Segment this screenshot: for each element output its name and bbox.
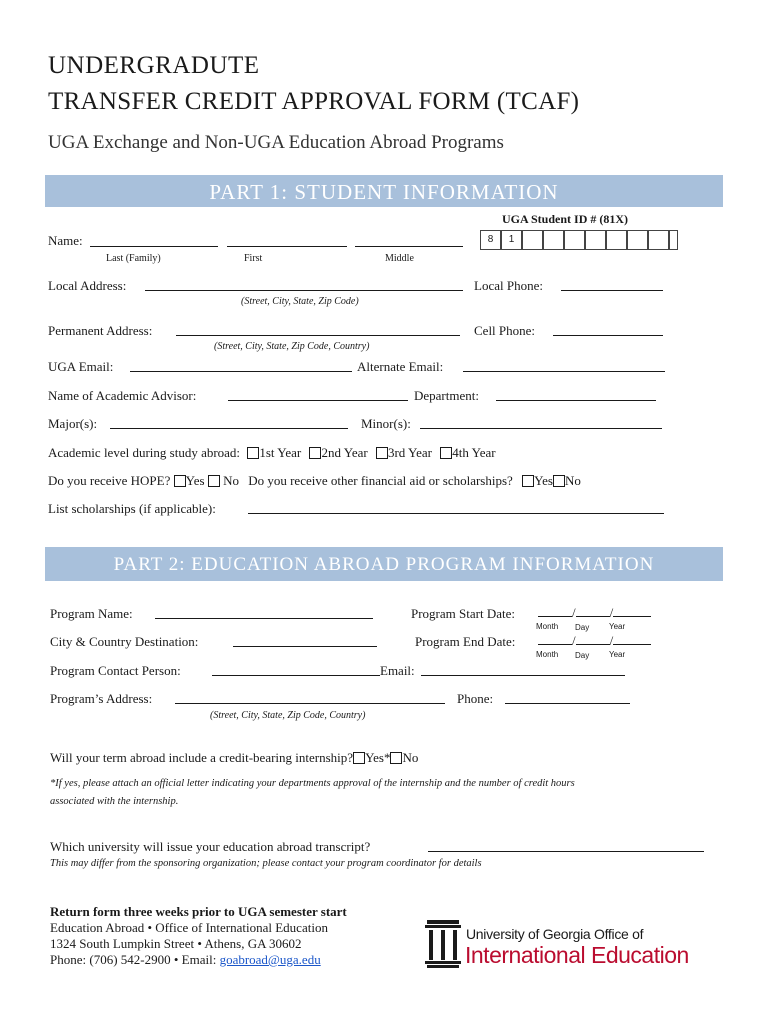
end-date-day-caption: Day (575, 651, 590, 660)
minors-field[interactable] (420, 428, 662, 429)
program-phone-field[interactable] (505, 703, 630, 704)
middle-name-field[interactable] (355, 246, 463, 247)
alternate-email-field[interactable] (463, 371, 665, 372)
minors-label: Minor(s): (361, 416, 411, 431)
student-id-digit[interactable]: 8 (480, 230, 501, 250)
hope-no-label: No (223, 473, 239, 488)
program-address-label: Program’s Address: (50, 691, 153, 706)
last-name-field[interactable] (90, 246, 218, 247)
first-name-caption: First (244, 253, 263, 264)
internship-no-label: No (402, 750, 419, 765)
office-line: Education Abroad • Office of International Education (50, 920, 328, 935)
advisor-label: Name of Academic Advisor: (48, 388, 197, 403)
student-id-digit[interactable] (669, 230, 678, 250)
academic-level-row (48, 445, 496, 461)
uga-arch-logo-icon (425, 920, 461, 968)
contact-person-label: Program Contact Person: (50, 663, 181, 678)
office-phone: Phone: (706) 542-2900 • Email: (50, 952, 217, 967)
majors-field[interactable] (110, 428, 348, 429)
start-date-month-caption: Month (536, 622, 559, 631)
student-id-label: UGA Student ID # (81X) (502, 212, 629, 226)
hope-row (48, 473, 581, 489)
academic-level-label: Academic level during study abroad: (48, 445, 241, 460)
student-id-digit[interactable] (606, 230, 627, 250)
middle-name-caption: Middle (385, 253, 414, 264)
form-subtitle: UGA Exchange and Non-UGA Education Abroad Programs (48, 132, 504, 153)
local-address-caption: (Street, City, State, Zip Code) (241, 296, 359, 307)
uga-email-field[interactable] (130, 371, 352, 372)
internship-yes-checkbox[interactable] (353, 752, 365, 764)
aid-question: Do you receive other financial aid or scholarships? (248, 473, 513, 488)
start-date-day-caption: Day (575, 623, 590, 632)
program-email-label: Email: (380, 663, 415, 678)
aid-yes-label: Yes (534, 473, 553, 488)
student-id-digit[interactable] (564, 230, 585, 250)
city-country-label: City & Country Destination: (50, 634, 199, 649)
student-id-digit[interactable] (648, 230, 669, 250)
start-date-field[interactable]: / / (538, 603, 651, 621)
first-name-field[interactable] (227, 246, 347, 247)
level-2nd-checkbox[interactable] (309, 447, 321, 459)
student-id-digit[interactable] (543, 230, 564, 250)
part2-banner: PART 2: EDUCATION ABROAD PROGRAM INFORMATION (45, 547, 723, 581)
office-email-link[interactable]: goabroad@uga.edu (219, 952, 321, 967)
program-name-field[interactable] (155, 618, 373, 619)
transcript-field[interactable] (428, 851, 704, 852)
level-3rd-label: 3rd Year (387, 445, 433, 460)
level-1st-checkbox[interactable] (247, 447, 259, 459)
student-id-digit[interactable] (522, 230, 543, 250)
aid-yes-checkbox[interactable] (522, 475, 534, 487)
logo-text-line2: International Education (465, 942, 689, 968)
local-phone-field[interactable] (561, 290, 663, 291)
last-name-caption: Last (Family) (106, 253, 161, 264)
uga-email-label: UGA Email: (48, 359, 114, 374)
hope-yes-checkbox[interactable] (174, 475, 186, 487)
transcript-note: This may differ from the sponsoring organization; please contact your program coordinator for details (50, 858, 482, 869)
permanent-address-field[interactable] (176, 335, 460, 336)
start-date-label: Program Start Date: (411, 606, 515, 621)
cell-phone-field[interactable] (553, 335, 663, 336)
level-2nd-label: 2nd Year (321, 445, 368, 460)
end-date-field[interactable]: / / (538, 631, 651, 649)
internship-no-checkbox[interactable] (390, 752, 402, 764)
student-id-digit[interactable] (627, 230, 648, 250)
cell-phone-label: Cell Phone: (474, 323, 536, 338)
start-date-year-caption: Year (609, 622, 626, 631)
student-id-digit[interactable] (585, 230, 606, 250)
hope-yes-label: Yes (185, 473, 205, 488)
program-phone-label: Phone: (457, 691, 494, 706)
local-address-field[interactable] (145, 290, 463, 291)
alternate-email-label: Alternate Email: (357, 359, 444, 374)
hope-question: Do you receive HOPE? (48, 473, 171, 488)
student-id-digit[interactable]: 1 (501, 230, 522, 250)
internship-question: Will your term abroad include a credit-bearing internship? (50, 750, 354, 765)
program-email-field[interactable] (421, 675, 625, 676)
hope-no-checkbox[interactable] (208, 475, 220, 487)
end-date-year-caption: Year (609, 650, 626, 659)
end-date-month-caption: Month (536, 650, 559, 659)
local-phone-label: Local Phone: (474, 278, 543, 293)
return-instructions: Return form three weeks prior to UGA semester start (50, 904, 347, 919)
name-label: Name: (48, 233, 83, 248)
permanent-address-caption: (Street, City, State, Zip Code, Country) (214, 341, 370, 352)
level-3rd-checkbox[interactable] (376, 447, 388, 459)
transcript-question: Which university will issue your education abroad transcript? (50, 839, 371, 854)
city-country-field[interactable] (233, 646, 377, 647)
part1-banner: PART 1: STUDENT INFORMATION (45, 175, 723, 207)
majors-label: Major(s): (48, 416, 98, 431)
internship-note-line2: associated with the internship. (50, 796, 179, 807)
program-address-caption: (Street, City, State, Zip Code, Country) (210, 710, 366, 721)
level-1st-label: 1st Year (259, 445, 302, 460)
logo-text-line1: University of Georgia Office of (466, 926, 644, 942)
office-contact (50, 952, 321, 968)
contact-person-field[interactable] (212, 675, 380, 676)
internship-row (50, 750, 418, 766)
aid-no-checkbox[interactable] (553, 475, 565, 487)
scholarships-field[interactable] (248, 513, 664, 514)
end-date-label: Program End Date: (415, 634, 516, 649)
aid-no-label: No (564, 473, 581, 488)
program-address-field[interactable] (175, 703, 445, 704)
internship-yes-label: Yes* (365, 750, 391, 765)
local-address-label: Local Address: (48, 278, 127, 293)
level-4th-label: 4th Year (452, 445, 496, 460)
internship-note-line1: *If yes, please attach an official letter indicating your departments approval of the internship and the number of credit hours (50, 778, 575, 789)
form-title-line2: TRANSFER CREDIT APPROVAL FORM (TCAF) (48, 88, 580, 115)
advisor-field[interactable] (228, 400, 408, 401)
department-field[interactable] (496, 400, 656, 401)
scholarships-label: List scholarships (if applicable): (48, 501, 216, 516)
level-4th-checkbox[interactable] (440, 447, 452, 459)
form-title-line1: UNDERGRADUTE (48, 52, 260, 79)
office-address: 1324 South Lumpkin Street • Athens, GA 30602 (50, 936, 302, 951)
permanent-address-label: Permanent Address: (48, 323, 153, 338)
department-label: Department: (414, 388, 479, 403)
program-name-label: Program Name: (50, 606, 133, 621)
